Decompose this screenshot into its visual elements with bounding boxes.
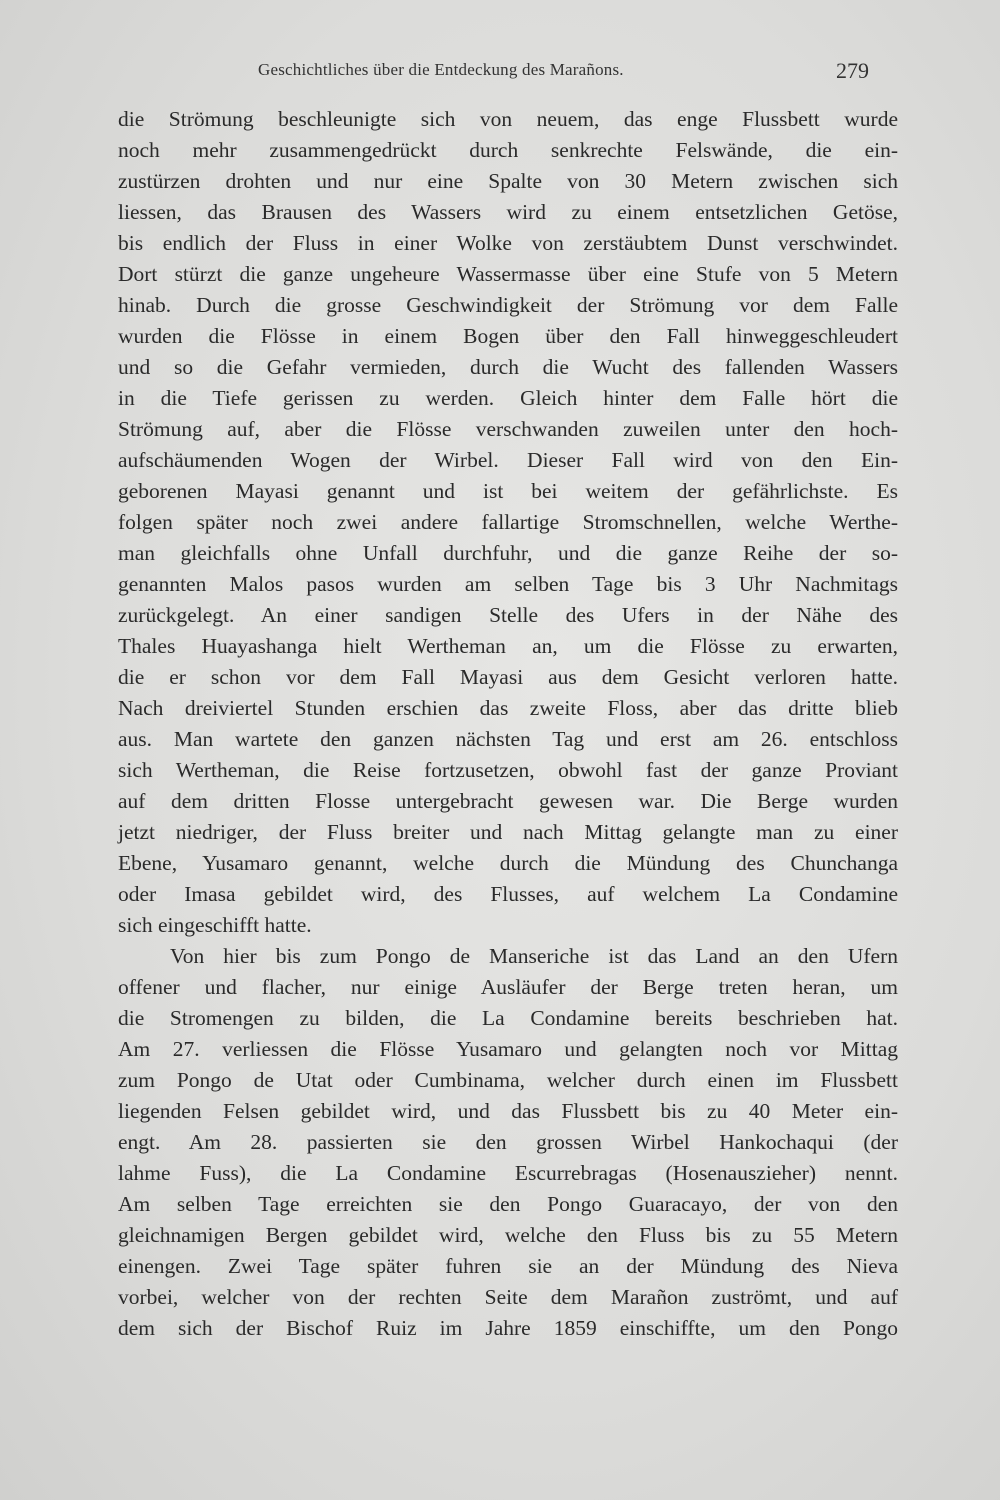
text-line: Am selben Tage erreichten sie den Pongo Guaracayo, der von den xyxy=(118,1192,898,1216)
text-line: Von hier bis zum Pongo de Manseriche ist das Land an den Ufern xyxy=(170,944,898,968)
text-line: gleichnamigen Bergen gebildet wird, welche den Fluss bis zu 55 Metern xyxy=(118,1223,898,1247)
text-line: zustürzen drohten und nur eine Spalte von 30 Metern zwischen sich xyxy=(118,169,898,193)
text-line: Ebene, Yusamaro genannt, welche durch die Mündung des Chunchanga xyxy=(118,851,898,875)
text-line: jetzt niedriger, der Fluss breiter und nach Mittag gelangte man zu einer xyxy=(118,820,898,844)
text-line: zum Pongo de Utat oder Cumbinama, welcher durch einen im Flussbett xyxy=(118,1068,898,1092)
text-line: engt. Am 28. passierten sie den grossen Wirbel Hankochaqui (der xyxy=(118,1130,898,1154)
text-line: wurden die Flösse in einem Bogen über den Fall hinweggeschleudert xyxy=(118,324,898,348)
text-line: aufschäumenden Wogen der Wirbel. Dieser Fall wird von den Ein- xyxy=(118,448,898,472)
page-number: 279 xyxy=(836,58,869,83)
text-line: zurückgelegt. An einer sandigen Stelle des Ufers in der Nähe des xyxy=(118,603,898,627)
text-line: in die Tiefe gerissen zu werden. Gleich hinter dem Falle hört die xyxy=(118,386,898,410)
text-line: auf dem dritten Flosse untergebracht gewesen war. Die Berge wurden xyxy=(118,789,898,813)
text-line: liessen, das Brausen des Wassers wird zu einem entsetzlichen Getöse, xyxy=(118,200,898,224)
text-line: Nach dreiviertel Stunden erschien das zweite Floss, aber das dritte blieb xyxy=(118,696,898,720)
text-line: liegenden Felsen gebildet wird, und das Flussbett bis zu 40 Meter ein- xyxy=(118,1099,898,1123)
text-line: aus. Man wartete den ganzen nächsten Tag und erst am 26. entschloss xyxy=(118,727,898,751)
text-line: einengen. Zwei Tage später fuhren sie an der Mündung des Nieva xyxy=(118,1254,898,1278)
text-line: folgen später noch zwei andere fallartige Stromschnellen, welche Werthe- xyxy=(118,510,898,534)
text-line: hinab. Durch die grosse Geschwindigkeit der Strömung vor dem Falle xyxy=(118,293,898,317)
text-line: die er schon vor dem Fall Mayasi aus dem Gesicht verloren hatte. xyxy=(118,665,898,689)
text-line: noch mehr zusammengedrückt durch senkrechte Felswände, die ein- xyxy=(118,138,898,162)
text-line: und so die Gefahr vermieden, durch die Wucht des fallenden Wassers xyxy=(118,355,898,379)
body-text xyxy=(118,104,898,1344)
text-line: lahme Fuss), die La Condamine Escurrebragas (Hosenauszieher) nennt. xyxy=(118,1161,898,1185)
text-line: offener und flacher, nur einige Ausläufer der Berge treten heran, um xyxy=(118,975,898,999)
text-line: Am 27. verliessen die Flösse Yusamaro und gelangten noch vor Mittag xyxy=(118,1037,898,1061)
text-line: geborenen Mayasi genannt und ist bei weitem der gefährlichste. Es xyxy=(118,479,898,503)
text-line: Thales Huayashanga hielt Wertheman an, um die Flösse zu erwarten, xyxy=(118,634,898,658)
running-title: Geschichtliches über die Entdeckung des Marañons. xyxy=(258,60,624,79)
text-line: genannten Malos pasos wurden am selben Tage bis 3 Uhr Nachmitags xyxy=(118,572,898,596)
text-line: man gleichfalls ohne Unfall durchfuhr, und die ganze Reihe der so- xyxy=(118,541,898,565)
text-line: sich eingeschifft hatte. xyxy=(118,913,312,937)
text-line: dem sich der Bischof Ruiz im Jahre 1859 einschiffte, um den Pongo xyxy=(118,1316,898,1340)
text-line: bis endlich der Fluss in einer Wolke von zerstäubtem Dunst verschwindet. xyxy=(118,231,898,255)
text-line: vorbei, welcher von der rechten Seite dem Marañon zuströmt, und auf xyxy=(118,1285,898,1309)
text-line: sich Wertheman, die Reise fortzusetzen, obwohl fast der ganze Proviant xyxy=(118,758,898,782)
text-line: Dort stürzt die ganze ungeheure Wassermasse über eine Stufe von 5 Metern xyxy=(118,262,898,286)
text-line: Strömung auf, aber die Flösse verschwanden zuweilen unter den hoch- xyxy=(118,417,898,441)
text-line: die Stromengen zu bilden, die La Condamine bereits beschrieben hat. xyxy=(118,1006,898,1030)
text-line: oder Imasa gebildet wird, des Flusses, auf welchem La Condamine xyxy=(118,882,898,906)
text-line: die Strömung beschleunigte sich von neuem, das enge Flussbett wurde xyxy=(118,107,898,131)
